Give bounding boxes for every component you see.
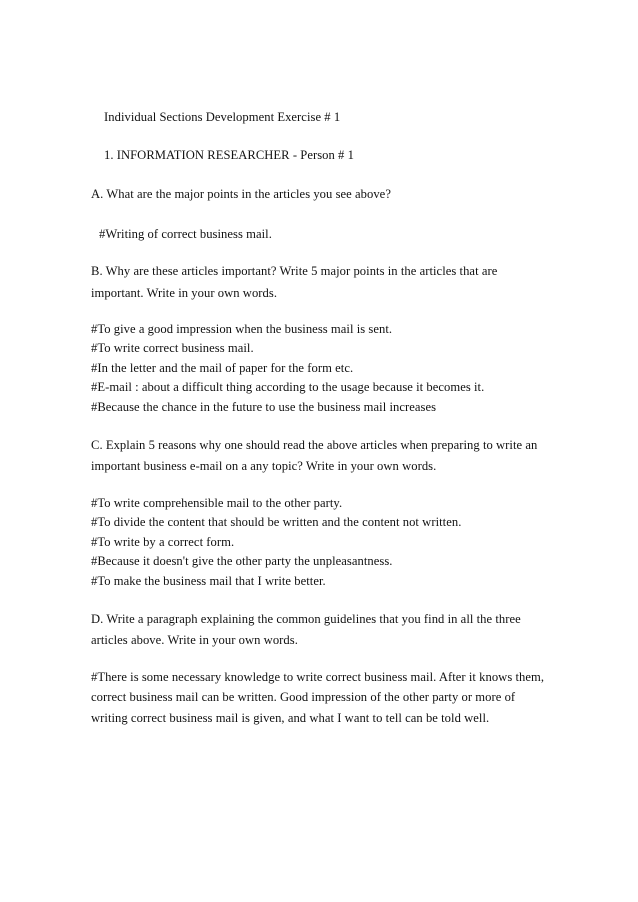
question-c-line: important business e-mail on a any topic? Write in your own words. [91,459,437,473]
answer-b-item: #To write correct business mail. [91,341,254,355]
question-d-line: articles above. Write in your own words. [91,633,298,647]
answer-c-item: #To write comprehensible mail to the other party. [91,496,343,510]
answer-d-line: writing correct business mail is given, and what I want to tell can be told well. [91,711,490,725]
question-d-line: D. Write a paragraph explaining the common guidelines that you find in all the three [91,612,521,626]
question-b-line: B. Why are these articles important? Write 5 major points in the articles that are [91,264,498,278]
answer-c-item: #To make the business mail that I write better. [91,574,326,588]
answer-b-item: #Because the chance in the future to use the business mail increases [91,400,437,414]
question-b-line: important. Write in your own words. [91,286,278,300]
answer-b-item: #To give a good impression when the business mail is sent. [91,322,393,336]
answer-a: #Writing of correct business mail. [99,227,272,241]
answer-d-line: correct business mail can be written. Good impression of the other party or more of [91,690,516,704]
question-c-line: C. Explain 5 reasons why one should read the above articles when preparing to write an [91,438,538,452]
section-heading: 1. INFORMATION RESEARCHER - Person # 1 [104,148,354,162]
document-title: Individual Sections Development Exercise # 1 [104,110,341,124]
answer-b-item: #E-mail : about a difficult thing according to the usage because it becomes it. [91,380,485,394]
answer-c-item: #To divide the content that should be written and the content not written. [91,515,462,529]
answer-d-line: #There is some necessary knowledge to write correct business mail. After it knows them, [91,670,545,684]
answer-c-item: #Because it doesn't give the other party the unpleasantness. [91,554,393,568]
answer-b-item: #In the letter and the mail of paper for the form etc. [91,361,354,375]
answer-c-item: #To write by a correct form. [91,535,235,549]
question-a: A. What are the major points in the articles you see above? [91,187,391,201]
